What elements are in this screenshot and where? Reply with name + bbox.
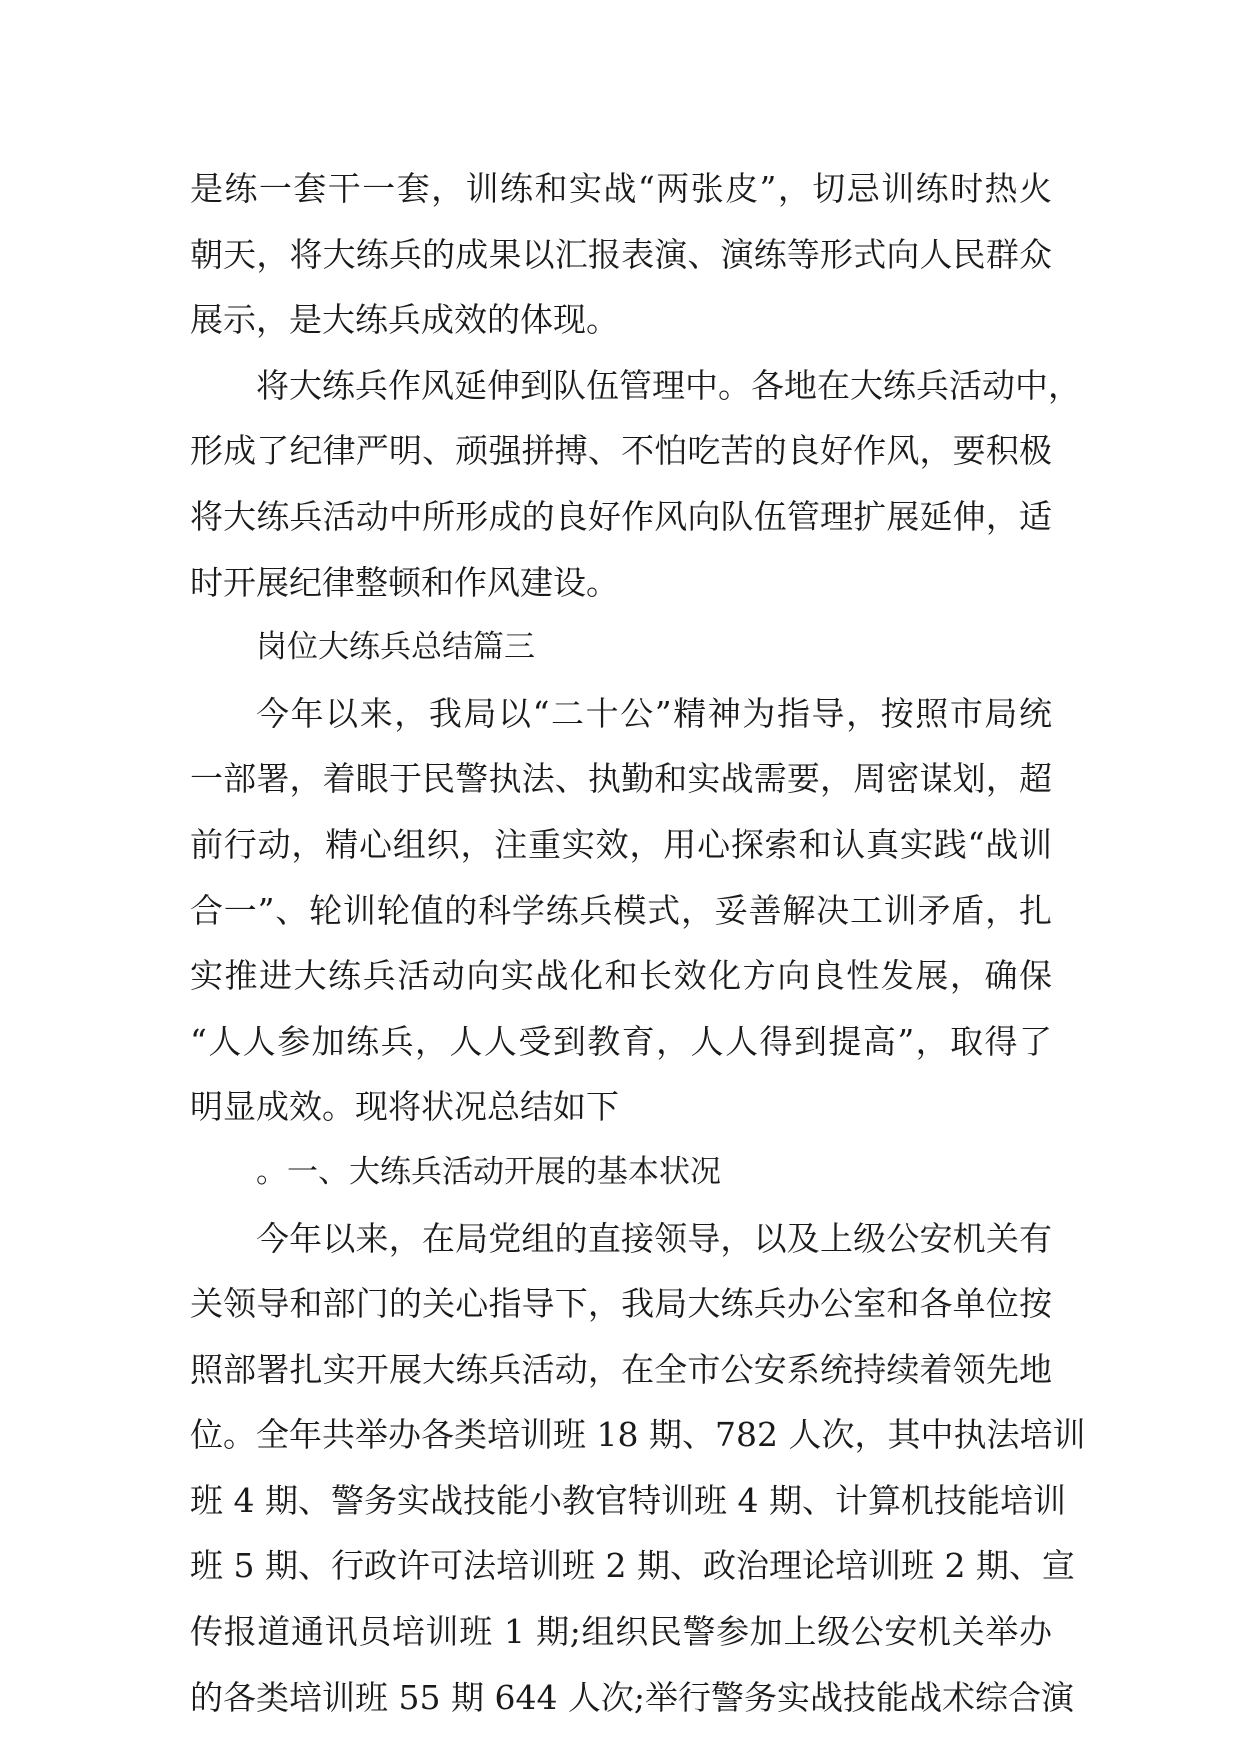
document-body [190, 156, 1086, 1730]
text-line: 将大练兵活动中所形成的良好作风向队伍管理扩展延伸，适 [190, 496, 1052, 536]
paragraph-first-line: 今年以来，我局以“二十公”精神为指导，按照市局统 [256, 693, 1052, 733]
section-heading: 。一、大练兵活动开展的基本状况 [256, 1153, 721, 1190]
text-line: 位。全年共举办各类培训班 18 期、782 人次，其中执法培训 [190, 1415, 1086, 1455]
text-line: 实推进大练兵活动向实战化和长效化方向良性发展，确保 [190, 956, 1052, 996]
text-line: 班 4 期、警务实战技能小教官特训班 4 期、计算机技能培训 [190, 1480, 1066, 1520]
text-line: 班 5 期、行政许可法培训班 2 期、政治理论培训班 2 期、宣 [190, 1546, 1075, 1586]
text-line: 形成了纪律严明、顽强拼搏、不怕吃苦的良好作风，要积极 [190, 431, 1052, 471]
text-line: 前行动，精心组织，注重实效，用心探索和认真实践“战训 [190, 824, 1052, 864]
text-line: 传报道通讯员培训班 1 期;组织民警参加上级公安机关举办 [190, 1612, 1052, 1652]
text-line: 关领导和部门的关心指导下，我局大练兵办公室和各单位按 [190, 1284, 1052, 1324]
paragraph-first-line: 今年以来，在局党组的直接领导，以及上级公安机关有 [256, 1218, 1052, 1258]
text-line: 的各类培训班 55 期 644 人次;举行警务实战技能战术综合演 [190, 1677, 1075, 1717]
text-line: 朝天，将大练兵的成果以汇报表演、演练等形式向人民群众 [190, 234, 1052, 274]
text-line: 明显成效。现将状况总结如下 [190, 1087, 619, 1127]
text-line: 展示，是大练兵成效的体现。 [190, 300, 619, 340]
text-line: 合一”、轮训轮值的科学练兵模式，妥善解决工训矛盾，扎 [190, 890, 1052, 930]
paragraph-first-line: 将大练兵作风延伸到队伍管理中。各地在大练兵活动中， [256, 365, 1081, 405]
text-line: 时开展纪律整顿和作风建设。 [190, 562, 619, 602]
text-line: 照部署扎实开展大练兵活动，在全市公安系统持续着领先地 [190, 1349, 1052, 1389]
text-line: “人人参加练兵，人人受到教育，人人得到提高”，取得了 [190, 1021, 1052, 1061]
text-line: 一部署，着眼于民警执法、执勤和实战需要，周密谋划，超 [190, 759, 1052, 799]
section-heading: 岗位大练兵总结篇三 [256, 629, 535, 666]
text-line: 是练一套干一套，训练和实战“两张皮”，切忌训练时热火 [190, 169, 1052, 208]
